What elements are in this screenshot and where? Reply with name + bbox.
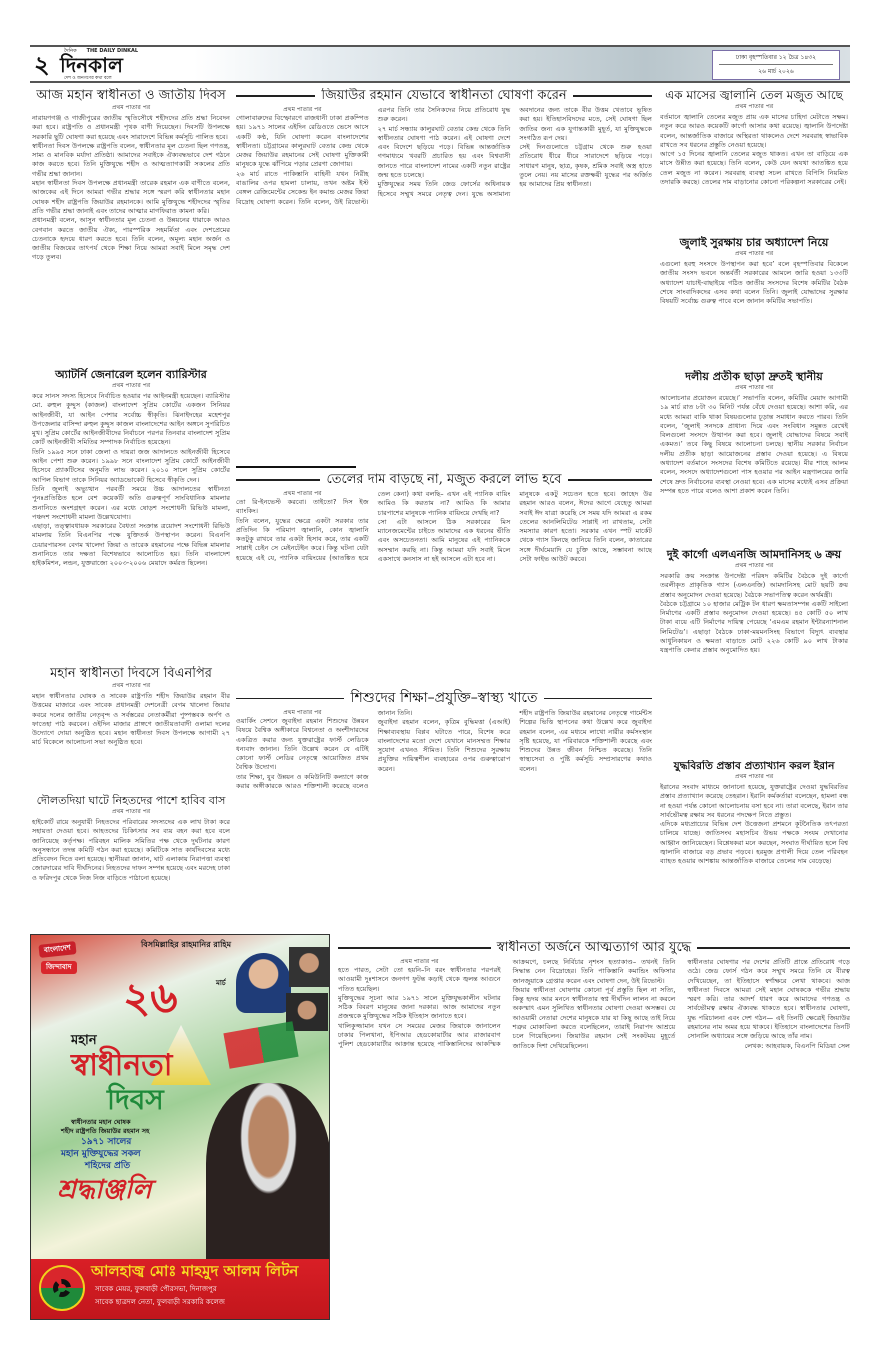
masthead: [30, 45, 850, 83]
article-r5-body: [660, 783, 848, 930]
kicker: প্রথম পাতার পর: [734, 562, 774, 569]
article-r3-body: [660, 394, 848, 548]
article-a4-body: [32, 818, 230, 928]
article-r1-body: [660, 113, 848, 236]
paragraph: আলোচনার প্রয়োজন রয়েছে।’ সভাপতি বলেন, কমিটির মেয়াদ আগামী ১৯ মার্চ রাত ৮টা ৩০ মিনিট পর্যন্ত বেঁধে দেওয়া হয়েছে। আশা করি, এর মধ্যে আমরা বাকি থাকা বিষয়গুলোর চূড়ান্ত সমাধান করতে পারব। তিনি বলেন, ‘জুলাই সনদকে প্রাধান্য দিয়ে এবং সংবিধান সমুন্নত রেখেই বিলগুলো সংসদে উত্থাপন করা হবে। জুলাই যোদ্ধাদের বিষয়ে সবাই একমত।’ তবে কিছু বিষয়ে আলোচনা চলছে। স্থানীয় সরকার নির্বাচন দলীয় প্রতীক ছাড়া আয়োজনের প্রস্তাব দেওয়া হয়েছে। এ বিষয়ে অধ্যাদেশ বর্তমানে সংসদের বিশেষ কমিটিতে রয়েছে। মীর শাহে আলম বলেন, সংসদে অধ্যাদেশগুলো পাস হওয়ার পর আইন মন্ত্রণালয়ের জারি শেষে দ্রুত নির্বাচনের ব্যবস্থা নেওয়া হবে। এক মাসের মধ্যেই এসব প্রক্রিয়া সম্পন্ন হতে পারে বলেও আশা প্রকাশ করেন তিনি।: [660, 394, 848, 495]
date-english: ২৬ মার্চ ২০২৬: [758, 68, 794, 75]
rule: [573, 95, 652, 97]
article-b1: [338, 940, 850, 1318]
bottom-section: [338, 940, 850, 1318]
article-a1-body: [32, 114, 230, 368]
party-logo-icon: [39, 1265, 85, 1311]
article-c1-body: [236, 106, 652, 463]
article-c1: [236, 88, 652, 468]
kicker: প্রথম পাতার পর: [734, 384, 774, 391]
headline-r5[interactable]: যুদ্ধবিরতি প্রস্তাব প্রত্যাখ্যান করল ইরান: [673, 760, 835, 772]
kicker: প্রথম পাতার পর: [283, 709, 322, 716]
paragraph: মহান স্বাধীনতা দিবস উপলক্ষে প্রধানমন্ত্রী তারেক রহমান এক বাণীতে বলেন, আজকের এই দিনে আমরা গভীর শ্রদ্ধার সঙ্গে স্মরণ করি স্বাধীনতার মহান ঘোষক শহীদ রাষ্ট্রপতি জিয়াউর রহমানকে। আমি মুক্তিযুদ্ধে শহীদদের স্মৃতির প্রতি গভীর শ্রদ্ধা জানাই এবং তাদের আত্মার মাগফিরাত কামনা করি।: [32, 179, 230, 215]
paragraph: স্বাধীনতা দিবস উপলক্ষে রাষ্ট্রপতি বলেন, স্বাধীনতার মূল চেতনা ছিল গণতন্ত্র, সাম্য ও মানবিক মর্যাদা প্রতিষ্ঠা। আমাদের সবাইকে ঐক্যবদ্ধভাবে দেশ গঠনে কাজ করতে হবে। তিনি মুক্তিযুদ্ধে শহীদ ও আত্মত্যাগকারী সকলের প্রতি গভীর শ্রদ্ধা জানান।: [32, 141, 230, 178]
article-c2-body: [236, 490, 652, 686]
paragraph: হতে পারত, সেটা তো হয়নি–নি বরং স্বাধীনতার পরপরই আওয়ামী দুঃশাসনে জনগণ ফুটন্ত কড়াই থেকে জ্বলন্ত আগুনে পতিত হয়েছিল।: [338, 966, 501, 993]
logo-tagline: দেশ ও জনগণের কথা বলে: [64, 76, 112, 81]
kicker: প্রথম পাতার পর: [734, 773, 774, 780]
headline-a4[interactable]: দৌলতদিয়া ঘাটে নিহতদের পাশে হাবিব বাস: [36, 794, 226, 807]
paragraph: জুবাইদা রহমান বলেন, কৃত্রিম বুদ্ধিমত্তা (এআই) শিক্ষাব্যবস্থায় বিপ্লব ঘটাতে পারে, বিশেষ করে বাংলাদেশের মতো দেশে যেখানে মানসম্মত শিক্ষার সুযোগ এখনও সীমিত। তিনি শিশুদের সুরক্ষায় প্রযুক্তির দায়িত্বশীল ব্যবহারের ওপর গুরুত্বারোপ করেন।: [377, 718, 511, 773]
rule: [236, 479, 320, 481]
brush-stroke-decoration: [223, 1021, 298, 1069]
article-a2-body: [32, 392, 230, 666]
ad-shroddhanjoli: শ্রদ্ধাঞ্জলি: [57, 1175, 152, 1205]
headline-c1[interactable]: [236, 88, 652, 104]
ad-name-banner: [31, 1259, 329, 1319]
kicker: প্রথম পাতার পর: [111, 382, 151, 389]
article-r2-body: [660, 260, 848, 370]
paragraph: মুক্তিযুদ্ধের সময় তিনি জেড ফোর্সের অধিনায়ক হিসেবে সম্মুখ সমরে নেতৃত্ব দেন। যুদ্ধে অসামান্য অবদানের জন্য তাকে বীর উত্তম খেতাবে ভূষিত করা হয়। ইতিহাসবিদদের মতে, সেই ঘোষণা ছিল জাতির জন্য এক যুগান্তকারী মুহূর্ত, যা মুক্তিযুদ্ধকে সংগঠিত রূপ দেয়।: [377, 106, 652, 198]
ad-bismillah: বিসমিল্লাহির রাহমানির রাহিম: [141, 940, 232, 949]
ad-line1: স্বাধীনতার মহান ঘোষক: [71, 1118, 131, 1126]
logo-small-text: দৈনিক: [64, 48, 77, 54]
paragraph: সরকারি ক্রয় সংক্রান্ত উপদেষ্টা পরিষদ কমিটির বৈঠকে দুই কার্গো তরলীকৃত প্রাকৃতিক গ্যাস (এলএনজি) আমদানিসহ মোট ছয়টি ক্রয় প্রস্তাব অনুমোদন দেওয়া হয়েছে। বৈঠকে সভাপতিত্ব করেন অর্থমন্ত্রী।: [660, 572, 848, 599]
paragraph: তিনি জুলাই অভ্যুত্থান পরবর্তী সময়ে উচ্চ আদালতের স্বাধীনতা পুনঃপ্রতিষ্ঠিত হলে বেশ কয়েকটি অতি গুরুত্বপূর্ণ সাংবিধানিক মামলার শুনানিতে অংশগ্রহণ করেন। এর মধ্যে ষোড়শ সংশোধনী রিভিউ মামলা, পঞ্চদশ সংশোধনী মামলা উল্লেখযোগ্য।: [32, 484, 230, 521]
right-column: [660, 88, 848, 930]
article-a2: [32, 368, 230, 666]
paragraph: তার শিক্ষা, যুব উন্নয়ন ও কমিউনিটি কল্যাণে কাজ করার অঙ্গীকারকে আরও শক্তিশালী করেছে বলেও জানান তিনি।: [236, 709, 413, 791]
headline-c2[interactable]: [236, 472, 652, 488]
article-a4: [32, 794, 230, 928]
rule: [236, 698, 344, 700]
article-r2: [660, 236, 848, 370]
kicker: প্রথম পাতার পর: [111, 104, 151, 111]
headline-r3[interactable]: দলীয় প্রতীক ছাড়া দ্রুতই স্থানীয়: [685, 370, 823, 383]
rule: [568, 479, 652, 481]
paragraph: ইরানের সংবাদ মাধ্যমে জানানো হয়েছে, যুক্তরাষ্ট্রের দেওয়া যুদ্ধবিরতির প্রস্তাব প্রত্যাখ্যান করেছে তেহরান। ইরানি কর্মকর্তারা বলেছেন, হামলা বন্ধ না হওয়া পর্যন্ত কোনো আলোচনায় বসা হবে না। তারা বলেছে, ইরান তার সার্বভৌমত্ব রক্ষায় সব ধরনের পদক্ষেপ নিতে প্রস্তুত।: [660, 783, 848, 819]
paragraph: তো রি-ইনভেস্ট করবো। তাইতো? দিস ইজ ব্যাংকিং।: [236, 498, 369, 516]
advertisement[interactable]: [30, 934, 330, 1320]
paragraph: বৈঠকে চট্টগ্রামে ১০ হাজার মেট্রিক টন ধারণ ক্ষমতাসম্পন্ন একটি সাইলো নির্মাণের একটি প্রস্তাব অনুমোদন দেওয়া হয়েছে। ৪৫ কোটি ৫০ লাখ টাকা ব্যয়ে এটি নির্মাণের দায়িত্ব পেয়েছে ‘এমএম রহমান ইন্টারন্যাশনাল লিমিটেড’। এছাড়া বৈঠকে ঢাকা-ময়মনসিংহ বিভাগে বিদ্যুৎ ব্যবস্থার আধুনিকায়ন ও ক্ষমতা বাড়াতে মোট ২২৬ কোটি ৯০ লাখ টাকার যন্ত্রপাতি কেনার প্রস্তাব অনুমোদিত হয়।: [660, 599, 848, 655]
article-a3-body: [32, 692, 230, 794]
article-c3-body: [236, 709, 652, 930]
gear-icon: [53, 1279, 71, 1297]
leader-photo: [289, 947, 329, 987]
article-a1: [32, 88, 230, 368]
ad-shadhinota: স্বাধীনতা: [71, 1048, 173, 1083]
headline-r4[interactable]: দুই কার্গো এলএনজি আমদানিসহ ৬ ক্রয়: [666, 548, 842, 561]
paragraph: ২৭ মার্চ সন্ধ্যায় কালুরঘাট বেতার কেন্দ্র থেকে তিনি স্বাধীনতার ঘোষণা পাঠ করেন। এই ঘোষণা দেশে এবং বিদেশে ছড়িয়ে পড়ে। বিভিন্ন আন্তর্জাতিক গণমাধ্যমে খবরটি প্রচারিত হয় এবং বিশ্ববাসী জানতে পারে বাংলাদেশ নামের একটি নতুন রাষ্ট্রের জন্ম হতে চলেছে।: [377, 124, 511, 180]
paragraph: মহান স্বাধীনতার ঘোষক ও সাবেক রাষ্ট্রপতি শহীদ জিয়াউর রহমান বীর উত্তমের মাজারে এবং সাবেক প্রধানমন্ত্রী দেশনেত্রী বেগম খালেদা জিয়ার কবরে দলের জাতীয় নেতৃবৃন্দ ও সর্বস্তরের নেতাকর্মীরা পুষ্পস্তবক অর্পণ ও ফাতেহা পাঠ করবেন। ওইদিন মাজার প্রাঙ্গণে জাতীয়তাবাদী ওলামা দলের উদ্যোগে দোয়া অনুষ্ঠিত হবে। মহান স্বাধীনতা দিবস উপলক্ষে আগামী ২৭ মার্চ বিকেলে আলোচনা সভা অনুষ্ঠিত হবে।: [32, 692, 230, 747]
leader-photo: [236, 953, 291, 1013]
paragraph: হাইকোর্ট রায়ে অনুযায়ী নিহতদের পরিবারের সদস্যদের এক লাখ টাকা করে সহায়তা দেওয়া হবে। আহতদের চিকিৎসার সব ব্যয় বহন করা হবে বলে জানিয়েছে কর্তৃপক্ষ। পরিবহন মালিক সমিতির পক্ষ থেকে দুর্ঘটনার কারণ অনুসন্ধানে তদন্ত কমিটি গঠন করা হয়েছে। কমিটিকে সাত কার্যদিবসের মধ্যে প্রতিবেদন দিতে বলা হয়েছে। স্থানীয়রা জানান, ঘাট এলাকায় নিরাপত্তা ব্যবস্থা জোরদারের দাবি দীর্ঘদিনের। নিহতদের দাফন সম্পন্ন হয়েছে এবং মরদেহ ঢাকা ও ফরিদপুর থেকে নিজ নিজ বাড়িতে পাঠানো হয়েছে।: [32, 818, 230, 882]
ad-role2: সাবেক ছাত্রদল নেতা, ফুলবাড়ী সরকারি কলেজ: [95, 1298, 225, 1306]
headline-text: জিয়াউর রহমান যেভাবে স্বাধীনতা ঘোষণা করেন: [321, 88, 567, 103]
headline-r2[interactable]: জুলাই সুরক্ষায় চার অধ্যাদেশ নিয়ে: [679, 236, 829, 249]
ad-dibos: দিবস: [107, 1083, 164, 1116]
ad-line2: শহীদ রাষ্ট্রপতি জিয়াউর রহমান সহ: [61, 1127, 150, 1135]
paragraph: শহীদ রাষ্ট্রপতি জিয়াউর রহমানের নেতৃত্বে গার্মেন্টস শিল্পের ভিত্তি স্থাপনের কথা উল্লেখ করে জুবাইদা রহমান বলেন, এর মধ্যমে লাখো নারীর কর্মসংস্থান সৃষ্টি হয়েছে, যা পরিবারকে শক্তিশালী করেছে এবং শিশুদের উন্নত জীবন নিশ্চিত করেছে। তিনি স্বাস্থ্যসেবা ও পুষ্টি কর্মসূচি সম্প্রসারণের কথাও বলেন।: [519, 709, 652, 773]
candidate-photo: [206, 1083, 330, 1263]
paragraph: আগে ১৫ দিনের জ্বালানি তেলের মজুত থাকত। এখন তা বাড়িয়ে এক মাসে উন্নীত করা হয়েছে। তিনি বলেন, কেউ যেন অযথা আতঙ্কিত হয়ে তেল মজুত না করেন। সরবরাহ ব্যবস্থা সচল রাখতে বিপিসি নিয়মিত তদারকি করছে। তেলের দাম বাড়ানোর কোনো পরিকল্পনা সরকারের নেই।: [660, 150, 848, 187]
article-r4-body: [660, 572, 848, 760]
article-c3: [236, 686, 652, 930]
paragraph: করে সানস সদস্য হিসেবে নির্বাচিত হওয়ার পর আইনমন্ত্রী হয়েছেন। ব্যারিস্টার মো. রুহুল কুদ্দুস (কাজল) বাংলাদেশ সুপ্রিম কোর্টের একজন সিনিয়র আইনজীবী, যা আইন পেশার সর্বোচ্চ স্বীকৃতি। ঝিনাইদহের মহেশপুর উপজেলার বাসিন্দা রুহুল কুদ্দুস কাজল বাংলাদেশের আইন অঙ্গনে সুপরিচিত মুখ। সুপ্রিম কোর্টের আইনজীবীদের নির্বাচনে পরপর তিনবার বাংলাদেশ সুপ্রিম কোর্ট আইনজীবী সমিতির সম্পাদক নির্বাচিত হয়েছেন।: [32, 392, 230, 447]
paragraph: মানুষকে একটু সচেতন হতে হবে। জাহেদ উর রহমান আরও বলেন, ঈদের আগে যেহেতু আমরা সবাই ঈদ যাত্রা করেছি সে সময় যদি আমরা এ রকম তেলের আনলিমিটেড সাপ্লাই না রাখতাম, সেটা সমস্যার কারণ হতো। সরকার এখন স্পট মার্কেট থেকে গ্যাস কিনছে জানিয়ে তিনি বলেন, কাতারের সঙ্গে দীর্ঘমেয়াদি যে চুক্তি আছে, সম্ভাবনা আছে সেটা ফাইভ আউট করবে।: [519, 490, 652, 564]
logo-english: THE DAILY DINKAL: [86, 48, 139, 54]
headline-r1[interactable]: এক মাসের জ্বালানি তেল মজুত আছে: [665, 88, 843, 102]
paragraph: এগুলো হবহু সংসদে উপস্থাপন করা হবে’ বলে বৃহস্পতিবার বিকেলে জাতীয় সংসদ ভবনে অন্তর্বর্তী সরকারের আমলে জারি হওয়া ১৩৩টি অধ্যাদেশ যাচাই-বাছাইয়ে গঠিত জাতীয় সংসদের বিশেষ কমিটির বৈঠক শেষে সাংবাদিকদের এসব কথা বলেন তিনি। জুলাই যোদ্ধাদের সুরক্ষার বিষয়টি সর্বোচ্চ গুরুত্ব পাবে বলে জানান কমিটির সভাপতি।: [660, 260, 848, 306]
ad-role1: সাবেক মেয়র, ফুলবাড়ী পৌরসভা, দিনাজপুর: [95, 1285, 217, 1293]
center-column: [236, 88, 652, 930]
date-box: [712, 50, 840, 80]
page-number: ২: [34, 50, 50, 79]
paragraph: জিয়ার স্বাধীনতা ঘোষণার কোনো পূর্ব প্রস্তুতি ছিল না সত্যি, কিন্তু হৃদয় আর মননে স্বাধীনতার স্বপ্ন দীর্ঘদিন লালন না করলে অকস্মাৎ এমন সুলিখিত স্বাধীনতার ঘোষণা দেওয়া অসম্ভব। যে আওয়ামী নেতারা দেশের মানুষকে যার যা কিছু আছে তাই নিয়ে শত্রুর মোকাবিলা করতে বলেছিলেন, তারাই নিরাপদ আশ্রয়ে চলে গিয়েছিলেন। জিয়াউর রহমান সেই সংকটময় মুহূর্তে জাতিকে দিশা দেখিয়েছিলেন।: [512, 985, 676, 1050]
headline-text: স্বাধীনতা অর্জনে আত্মত্যাগ আর যুদ্ধে: [496, 940, 692, 955]
headline-text: তেলের দাম বাড়ছে না, মজুত করলে লাভ হবে: [326, 472, 562, 487]
article-r4: [660, 548, 848, 760]
ad-line4: মহান মুক্তিযুদ্ধের সকল: [61, 1149, 141, 1159]
article-c2: [236, 468, 652, 686]
kicker: প্রথম পাতার পর: [111, 808, 151, 815]
paragraph: এদিকে মধ্যপ্রাচ্যের বিভিন্ন দেশ উত্তেজনা প্রশমনে কূটনৈতিক তৎপরতা চালিয়ে যাচ্ছে। জাতিসংঘ মহাসচিব উভয় পক্ষকে সংযম দেখানোর আহ্বান জানিয়েছেন। বিশ্লেষকরা মনে করছেন, সংঘাত দীর্ঘায়িত হলে বিশ্ব জ্বালানি বাজারে বড় প্রভাব পড়বে। হরমুজ প্রণালী দিয়ে তেল পরিবহন ব্যাহত হওয়ার আশঙ্কায় আন্তর্জাতিক বাজারে তেলের দাম বেড়েছে।: [660, 820, 848, 866]
ad-line3: ১৯৭১ সালের: [81, 1137, 132, 1147]
ad-month: মার্চ: [216, 979, 226, 987]
paragraph: গোলাবারুদের বিস্ফোরণে রাজধানী ঢাকা প্রকম্পিত হয়। ১৯৭১ সালের এইদিন রেডিওতে ভেসে আসে একটি কণ্ঠ, যিনি ঘোষণা করেন বাংলাদেশের স্বাধীনতা। চট্টগ্রামের কালুরঘাট বেতার কেন্দ্র থেকে মেজর জিয়াউর রহমানের সেই ঘোষণা মুক্তিকামী মানুষকে যুদ্ধে ঝাঁপিয়ে পড়ার প্রেরণা জোগায়।: [236, 114, 369, 169]
paragraph: খালিকুজ্জামান যখন সে সময়ের মেজর জিয়াকে জানালেন ঢাকার পিলখানা, ইপিআর হেডকোয়ার্টার আর রাজারবাগ পুলিশ হেডকোয়ার্টার আক্রান্ত হয়েছে পাকিস্তানিদের আকস্মিক আক্রমণে, চলছে নির্বিচার নৃশংস হত্যাকাণ্ড– তখনই তিনি সিদ্ধান্ত নেন বিদ্রোহের। তিনি পাকিস্তানি কমান্ডিং অফিসার জানজুয়াকে গ্রেপ্তার করেন এবং ঘোষণা দেন, উই রিভোল্ট।: [338, 958, 676, 1049]
ad-line5: শহিদের প্রতি: [85, 1161, 131, 1171]
headline-text: শিশুদের শিক্ষা–প্রযুক্তি–স্বাস্থ্য খাতে: [350, 690, 538, 706]
paragraph: সো এটা আসলে ঠিক সরকারের মিস ম্যানেজমেন্টের চাইতে আমাদের এক ধরনের ভীতি এবং অসচেতনতা। আমি মানুষের এই প্যানিককে অসম্মান করছি না। কিন্তু আমরা যদি সবাই মিলে একসাথে কনসাস না হই আসলে এটা হবে না।: [377, 517, 511, 564]
paragraph: সেই দিনগুলোতে চট্টগ্রাম থেকে শুরু হওয়া প্রতিরোধ ধীরে ধীরে সারাদেশে ছড়িয়ে পড়ে। সাধারণ মানুষ, ছাত্র, কৃষক, শ্রমিক সবাই অস্ত্র হাতে তুলে নেয়। নয় মাসের রক্তক্ষয়ী যুদ্ধের পর অর্জিত হয় আমাদের প্রিয় স্বাধীনতা।: [519, 143, 652, 189]
ad-day: ২৬: [123, 973, 178, 1022]
rule: [544, 698, 652, 700]
kicker: প্রথম পাতার পর: [283, 490, 322, 497]
headline-b1[interactable]: [338, 940, 850, 956]
article-r5: [660, 760, 848, 930]
paragraph: তিনি ১৯৯৫ সনে ঢাকা জেলা ও দায়রা জজ আদালতে আইনজীবী হিসেবে আইন পেশা শুরু করেন। ১৯৯৮ সনে বাংলাদেশ সুপ্রিম কোর্টে আইনজীবী হিসেবে প্র্যাকটিসের অনুমতি লাভ করেন। ২০১০ সালে সুপ্রিম কোর্টের আপিল বিভাগ তাকে সিনিয়র অ্যাডভোকেট হিসেবে স্বীকৃতি দেন।: [32, 447, 230, 484]
paragraph: তিনি বলেন, যুদ্ধের ক্ষেত্রে একটা সরকার তার প্রতিদিন কি পরিমাণ জ্বালানি, কোন জ্বালানি কতটুকু রাখবে তার একটা হিসাব করে, তার একটি সাপ্লাই চেইন সে মেইনটেইন করে। কিন্তু ঘটনা যেটা হয়েছে এই যে, প্যানিক বায়িংয়ের (আতঙ্কিত হয়ে তেল কেনা) কথা বলছি– এখন এই প্যানিক বায়িং আমিও কি করতাম না? আমিও কি আমার চারপাশের মানুষকে প্যানিক বায়িংয়ে দেখছি না?: [236, 490, 511, 562]
left-column: [32, 88, 230, 928]
headline-a2[interactable]: অ্যাটর্নি জেনারেল হলেন ব্যারিস্টার: [55, 368, 207, 381]
kicker: প্রথম পাতার পর: [400, 958, 439, 965]
ad-tag-bangladesh: বাংলাদেশ: [38, 941, 76, 958]
article-a3: [32, 666, 230, 794]
article-b1-body: [338, 958, 850, 1318]
paragraph: বর্তমানে জ্বালানি তেলের মজুত প্রায় এক মাসের চাহিদা মেটাতে সক্ষম। নতুন করে আরও কয়েকটি কার্গো আসার কথা রয়েছে। জ্বালানি উপদেষ্টা বলেন, আন্তর্জাতিক বাজারে অস্থিরতা থাকলেও দেশে সরবরাহ স্বাভাবিক রাখতে সব ধরনের প্রস্তুতি নেওয়া হয়েছে।: [660, 113, 848, 149]
kicker: প্রথম পাতার পর: [283, 106, 322, 113]
paragraph: ওয়ার্কিং সেশনে জুবাইদা রহমান শিশুদের উন্নয়ন বিষয়ে বৈশ্বিক অঙ্গীকারে বিশ্বনেতা ও অংশীদারদের একত্রিত করার জন্য যুক্তরাষ্ট্রের ফার্স্ট লেডিকে ধন্যবাদ জানান। তিনি উল্লেখ করেন যে এটিই কোনো ফার্স্ট লেডির নেতৃত্বে আয়োজিত প্রথম বৈশ্বিক উদ্যোগ।: [236, 717, 369, 772]
paragraph: এছাড়া, তত্ত্বাবধায়ক সরকারের বৈধতা সংক্রান্ত ত্রয়োদশ সংশোধনী রিভিউ মামলায় তিনি বিএনপির পক্ষে যুক্তিতর্ক উপস্থাপন করেন। বিএনপি চেয়ারপারসন বেগম খালেদা জিয়া ও তারেক রহমানের পক্ষে বিভিন্ন মামলার শুনানিতে তার দক্ষতা বিশেষভাবে আলোচিত হয়। তিনি বাংলাদেশ হাইকমিশন, লন্ডন, যুক্তরাজ্যে ২০০৩-২০০৬ মেয়াদে কর্মরত ছিলেন।: [32, 522, 230, 568]
ad-candidate-name: আলহাজ্ব মোঃ মাহমুদ আলম লিটন: [91, 1262, 299, 1280]
paragraph: প্রধানমন্ত্রী বলেন, আসুন স্বাধীনতার মূল চেতনা ও উন্নয়নের ধারাকে আরও বেগবান করতে জাতীয় ঐক্য, পারস্পরিক সহমর্মিতা এবং দেশপ্রেমের চেতনাকে হৃদয়ে ধারণ করতে হবে। তিনি বলেন, অমূল্য মহান অর্জন ও জাতীয় বিজয়ের তাৎপর্য থেকে শিক্ষা নিয়ে আমরা সবাই মিলে সমৃদ্ধ দেশ গড়ে তুলব।: [32, 216, 230, 262]
date-bangla: ঢাকা বৃহস্পতিবার ১২ চৈত্র ১৪৩২: [719, 51, 833, 65]
rule: [697, 947, 850, 949]
rule: [338, 947, 491, 949]
rule: [236, 95, 315, 97]
kicker: প্রথম পাতার পর: [734, 250, 774, 257]
headline-c3[interactable]: [236, 690, 652, 707]
paragraph: ২৬ মার্চ রাতে পাকিস্তানি বাহিনী যখন নিরীহ বাঙালির ওপর হামলা চালায়, তখন অষ্টম ইস্ট বেঙ্গল রেজিমেন্টের সেকেন্ড ইন কমান্ড মেজর জিয়া বিদ্রোহ ঘোষণা করেন। তিনি বলেন, উই রিভোল্ট। এরপর তিনি তার সৈনিকদের নিয়ে প্রতিরোধ যুদ্ধ শুরু করেন।: [236, 106, 511, 206]
headline-a1[interactable]: আজ মহান স্বাধীনতা ও জাতীয় দিবস: [36, 88, 226, 103]
ad-mohan: মহান: [71, 1033, 97, 1048]
kicker: প্রথম পাতার পর: [111, 682, 151, 689]
newspaper-logo: দিনকাল: [60, 53, 123, 77]
byline: লেখক: আহবায়ক, বিএনপি মিডিয়া সেল: [744, 1041, 850, 1050]
paragraph: স্বাধীনতার ঘোষণার পর দেশের প্রতিটি প্রান্তে প্রতিরোধ গড়ে ওঠে। জেড ফোর্স গঠন করে সম্মুখ সমরে তিনি যে বীরত্ব দেখিয়েছেন, তা ইতিহাসে স্বর্ণাক্ষরে লেখা থাকবে। আজ স্বাধীনতা দিবসে আমরা সেই মহান ঘোষককে গভীর শ্রদ্ধায় স্মরণ করি। তার আদর্শ ধারণ করে আমাদের গণতন্ত্র ও সার্বভৌমত্ব রক্ষায় ঐক্যবদ্ধ থাকতে হবে। স্বাধীনতার ঘোষণা, যুদ্ধ পরিচালনা এবং দেশ গঠন— এই তিনটি ক্ষেত্রেই জিয়াউর রহমানের নাম অমর হয়ে থাকবে। ইতিহাসে বাংলাদেশের তিনটি সোনালি অধ্যায়ের সঙ্গে জড়িয়ে আছে তাঁর নাম।: [687, 958, 850, 1041]
headline-a3[interactable]: মহান স্বাধীনতা দিবসে বিএনপির: [50, 666, 212, 681]
article-r3: [660, 370, 848, 548]
ad-tag-zindabad: জিন্দাবাদ: [41, 961, 77, 974]
paragraph: মুক্তিযুদ্ধের সূচনা আর ১৯৭১ সালে মুক্তিযুদ্ধকালীন ঘটনার সঠিক বিবরণ মানুষের জানা দরকার। আজ আমাদের নতুন প্রজন্মকে মুক্তিযুদ্ধের সঠিক ইতিহাস জানাতে হবে।: [338, 993, 501, 1021]
article-r1: [660, 88, 848, 236]
kicker: প্রথম পাতার পর: [734, 103, 774, 110]
paragraph: নারায়ণগঞ্জ ও গাজীপুরের জাতীয় স্মৃতিসৌধে শহীদদের প্রতি শ্রদ্ধা নিবেদন করা হবে। রাষ্ট্রপতি ও প্রধানমন্ত্রী পৃথক বাণী দিয়েছেন। দিবসটি উপলক্ষে সরকারি ছুটি ঘোষণা করা হয়েছে এবং সারাদেশে বিভিন্ন কর্মসূচি পালিত হবে।: [32, 114, 230, 141]
